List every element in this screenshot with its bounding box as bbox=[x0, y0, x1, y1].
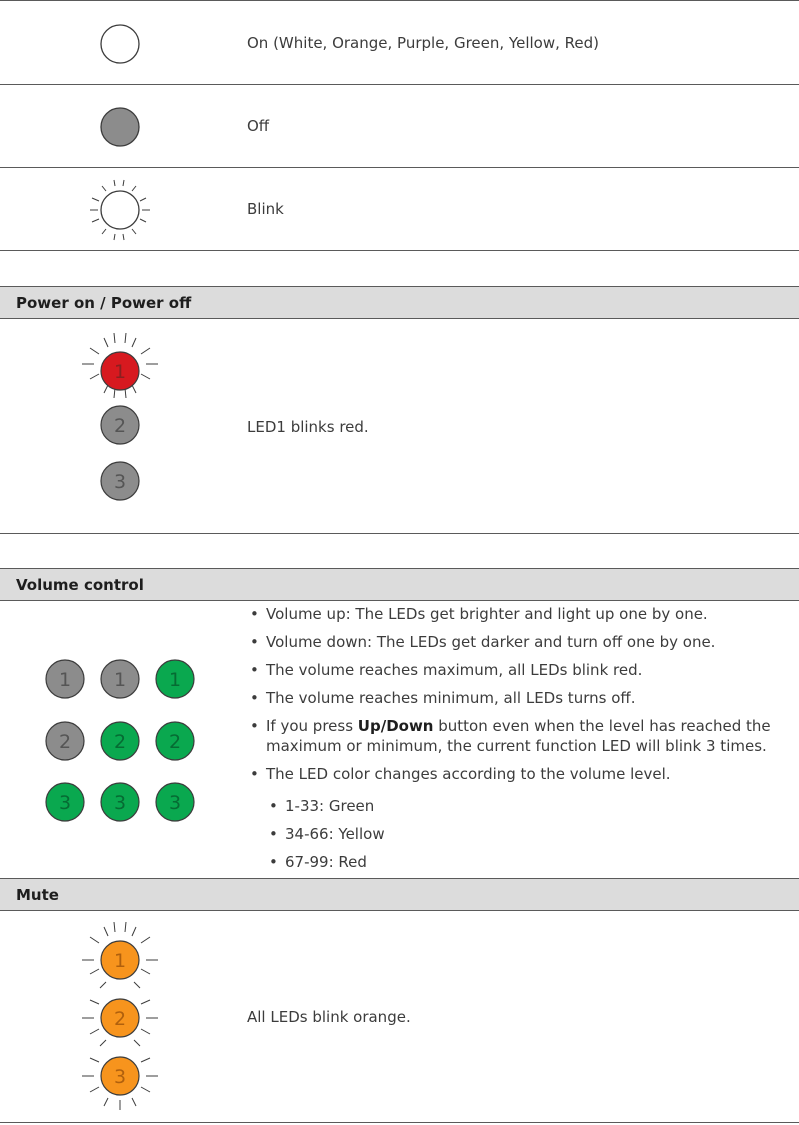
legend-blink-label: Blink bbox=[247, 200, 284, 218]
volume-led-grid bbox=[40, 655, 200, 830]
led3-number: 3 bbox=[113, 1066, 127, 1088]
svg-text:1: 1 bbox=[113, 669, 127, 691]
divider bbox=[0, 250, 799, 251]
mute-desc: All LEDs blink orange. bbox=[247, 1008, 411, 1026]
list-item: • The LED color changes according to the volume level. bbox=[247, 764, 787, 784]
led-off-icon bbox=[90, 97, 150, 157]
svg-text:2: 2 bbox=[168, 731, 182, 753]
list-item: • Volume up: The LEDs get brighter and light up one by one. bbox=[247, 604, 787, 624]
svg-text:1: 1 bbox=[168, 669, 182, 691]
svg-text:3: 3 bbox=[58, 792, 72, 814]
power-desc: LED1 blinks red. bbox=[247, 418, 369, 436]
section-title-power: Power on / Power off bbox=[16, 294, 192, 312]
led2-number: 2 bbox=[113, 415, 127, 437]
led1-number: 1 bbox=[113, 361, 127, 383]
svg-text:3: 3 bbox=[168, 792, 182, 814]
divider bbox=[0, 1122, 799, 1123]
divider bbox=[0, 167, 799, 168]
list-item: • The volume reaches maximum, all LEDs blink red. bbox=[247, 660, 787, 680]
section-header-mute bbox=[0, 878, 799, 911]
list-item: • 67-99: Red bbox=[247, 852, 787, 872]
led-blink-icon bbox=[90, 180, 150, 240]
divider bbox=[0, 533, 799, 534]
svg-text:2: 2 bbox=[58, 731, 72, 753]
divider bbox=[0, 84, 799, 85]
section-header-volume bbox=[0, 568, 799, 601]
list-item: • 34-66: Yellow bbox=[247, 824, 787, 844]
svg-text:3: 3 bbox=[113, 792, 127, 814]
led-on-icon bbox=[90, 14, 150, 74]
list-item: • The volume reaches minimum, all LEDs turns off. bbox=[247, 688, 787, 708]
led1-number: 1 bbox=[113, 950, 127, 972]
list-item: • 1-33: Green bbox=[247, 796, 787, 816]
section-header-power bbox=[0, 286, 799, 319]
legend-on-label: On (White, Orange, Purple, Green, Yellow, Red) bbox=[247, 34, 599, 52]
divider bbox=[0, 0, 799, 1]
legend-off-label: Off bbox=[247, 117, 270, 135]
mute-led-diagram bbox=[80, 922, 160, 1112]
led2-number: 2 bbox=[113, 1008, 127, 1030]
led3-number: 3 bbox=[113, 471, 127, 493]
svg-text:1: 1 bbox=[58, 669, 72, 691]
volume-level-list bbox=[247, 796, 787, 880]
section-title-mute: Mute bbox=[16, 886, 59, 904]
list-item: • Volume down: The LEDs get darker and turn off one by one. bbox=[247, 632, 787, 652]
volume-bullet-list bbox=[247, 604, 787, 792]
power-led-diagram bbox=[80, 333, 160, 503]
svg-text:2: 2 bbox=[113, 731, 127, 753]
list-item: • If you press Up/Down button even when the level has reached the maximum or minimum, the current function LED will blink 3 times. bbox=[247, 716, 787, 756]
section-title-volume: Volume control bbox=[16, 576, 144, 594]
